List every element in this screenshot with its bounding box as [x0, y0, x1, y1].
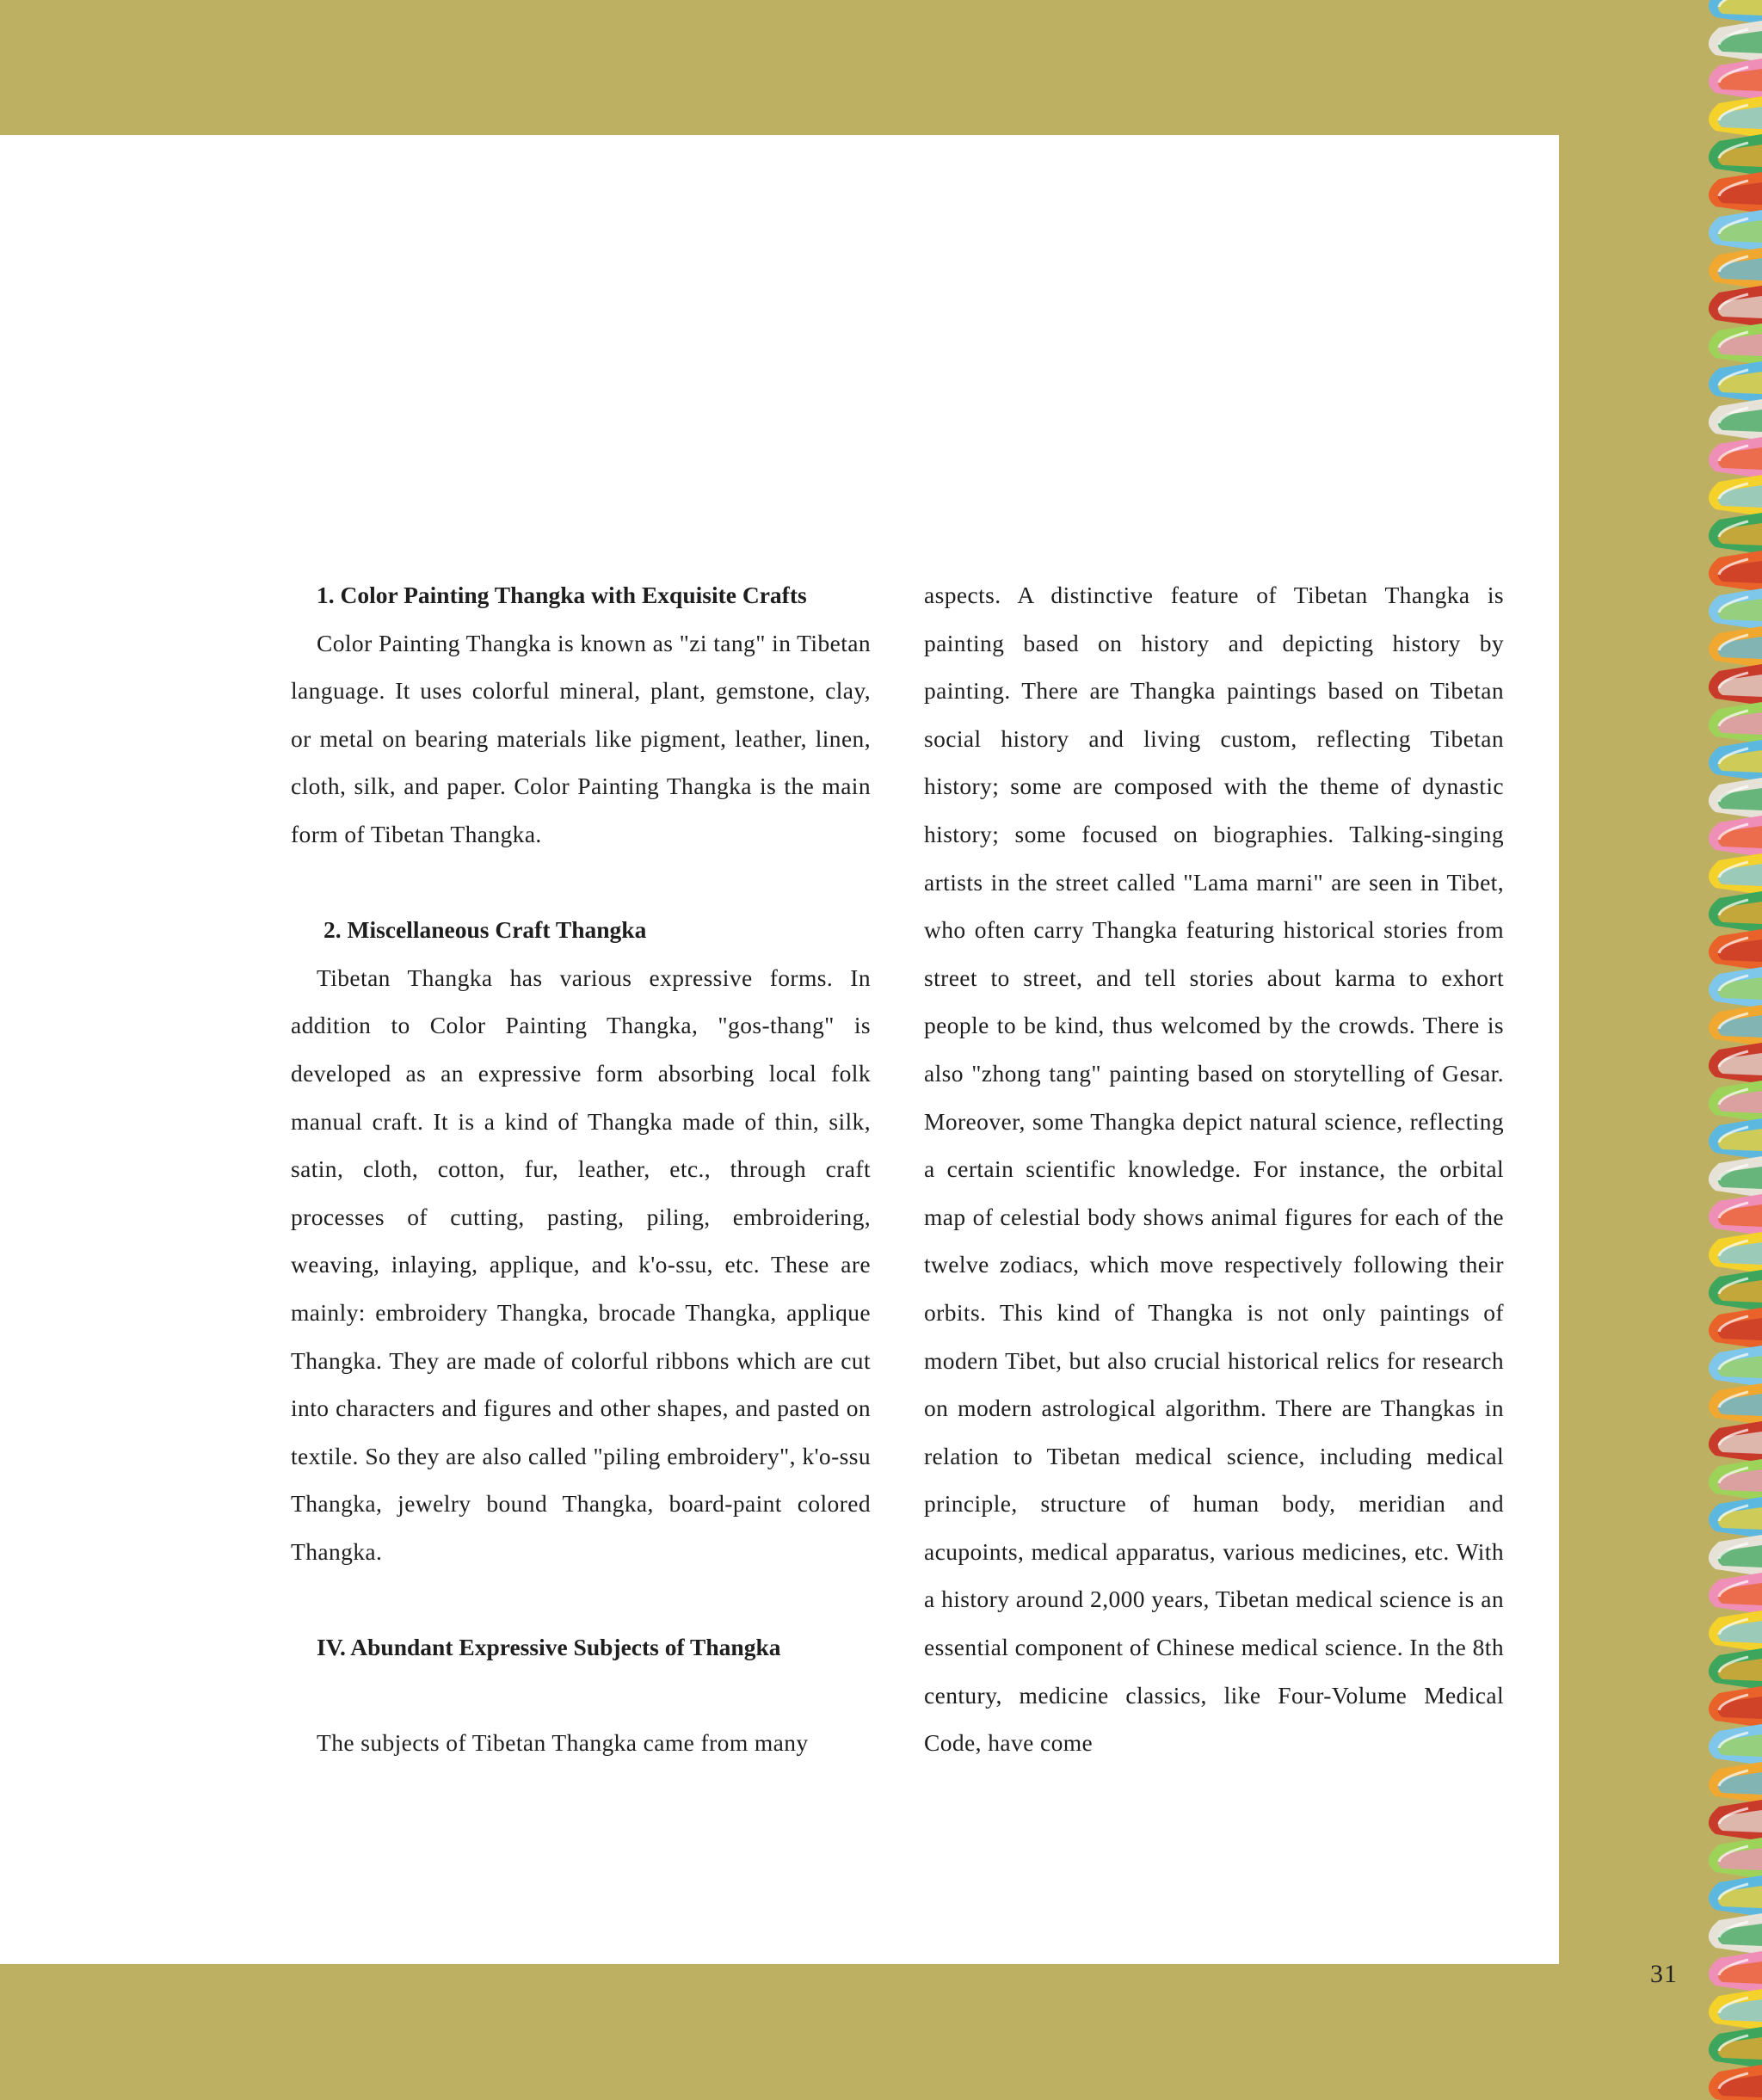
left-column [291, 571, 871, 1767]
section4-heading: IV. Abundant Expressive Subjects of Thangka [317, 1634, 781, 1661]
section2-body: Tibetan Thangka has various expressive forms. In addition to Color Painting Thangka, "gos-thang" is developed as an expressive form absorbing local folk manual craft. It is a kind of Thangka made of thin, silk, satin, cloth, cotton, fur, leather, etc., through craft processes of cutting, pasting, piling, embroidering, weaving, inlaying, applique, and k'o-ssu, etc. These are mainly: embroidery Thangka, brocade Thangka, applique Thangka. They are made of colorful ribbons which are cut into characters and figures and other shapes, and pasted on textile. So they are also called "piling embroidery", k'o-ssu Thangka, jewelry bound Thangka, board-paint colored Thangka. [291, 964, 871, 1565]
right-column [924, 571, 1504, 1767]
section4-body: The subjects of Tibetan Thangka came from many [317, 1729, 809, 1757]
right-column-body: aspects. A distinctive feature of Tibetan Thangka is painting based on history and depicting history by painting. There are Thangka paintings based on Tibetan social history and living custom, reflecting Tibetan history; some are composed with the theme of dynastic history; some focused on biographies. Talking-singing artists in the street called "Lama marni" are seen in Tibet, who often carry Thangka featuring historical stories from street to street, and tell stories about karma to exhort people to be kind, thus welcomed by the crowds. There is also "zhong tang" painting based on storytelling of Gesar. Moreover, some Thangka depict natural science, reflecting a certain scientific knowledge. For instance, the orbital map of celestial body shows animal figures for each of the twelve zodiacs, which move respectively following their orbits. This kind of Thangka is not only paintings of modern Tibet, but also crucial historical relics for research on modern astrological algorithm. There are Thangkas in relation to Tibetan medical science, including medical principle, structure of human body, meridian and acupoints, medical apparatus, various medicines, etc. With a history around 2,000 years, Tibetan medical science is an essential component of Chinese medical science. In the 8th century, medicine classics, like Four-Volume Medical Code, have come [924, 582, 1504, 1757]
decorative-pleated-border [1697, 0, 1762, 2100]
page-number: 31 [1650, 1960, 1678, 1988]
pleat-pattern [1697, 0, 1762, 2100]
section1-heading: 1. Color Painting Thangka with Exquisite Crafts [317, 582, 807, 608]
section2-heading: 2. Miscellaneous Craft Thangka [323, 916, 647, 944]
section1-body: Color Painting Thangka is known as "zi tang" in Tibetan language. It uses colorful mineral, plant, gemstone, clay, or metal on bearing materials like pigment, leather, linen, cloth, silk, and paper. Color Painting Thangka is the main form of Tibetan Thangka. [291, 629, 871, 847]
pleat-highlight [1718, 0, 1762, 15]
